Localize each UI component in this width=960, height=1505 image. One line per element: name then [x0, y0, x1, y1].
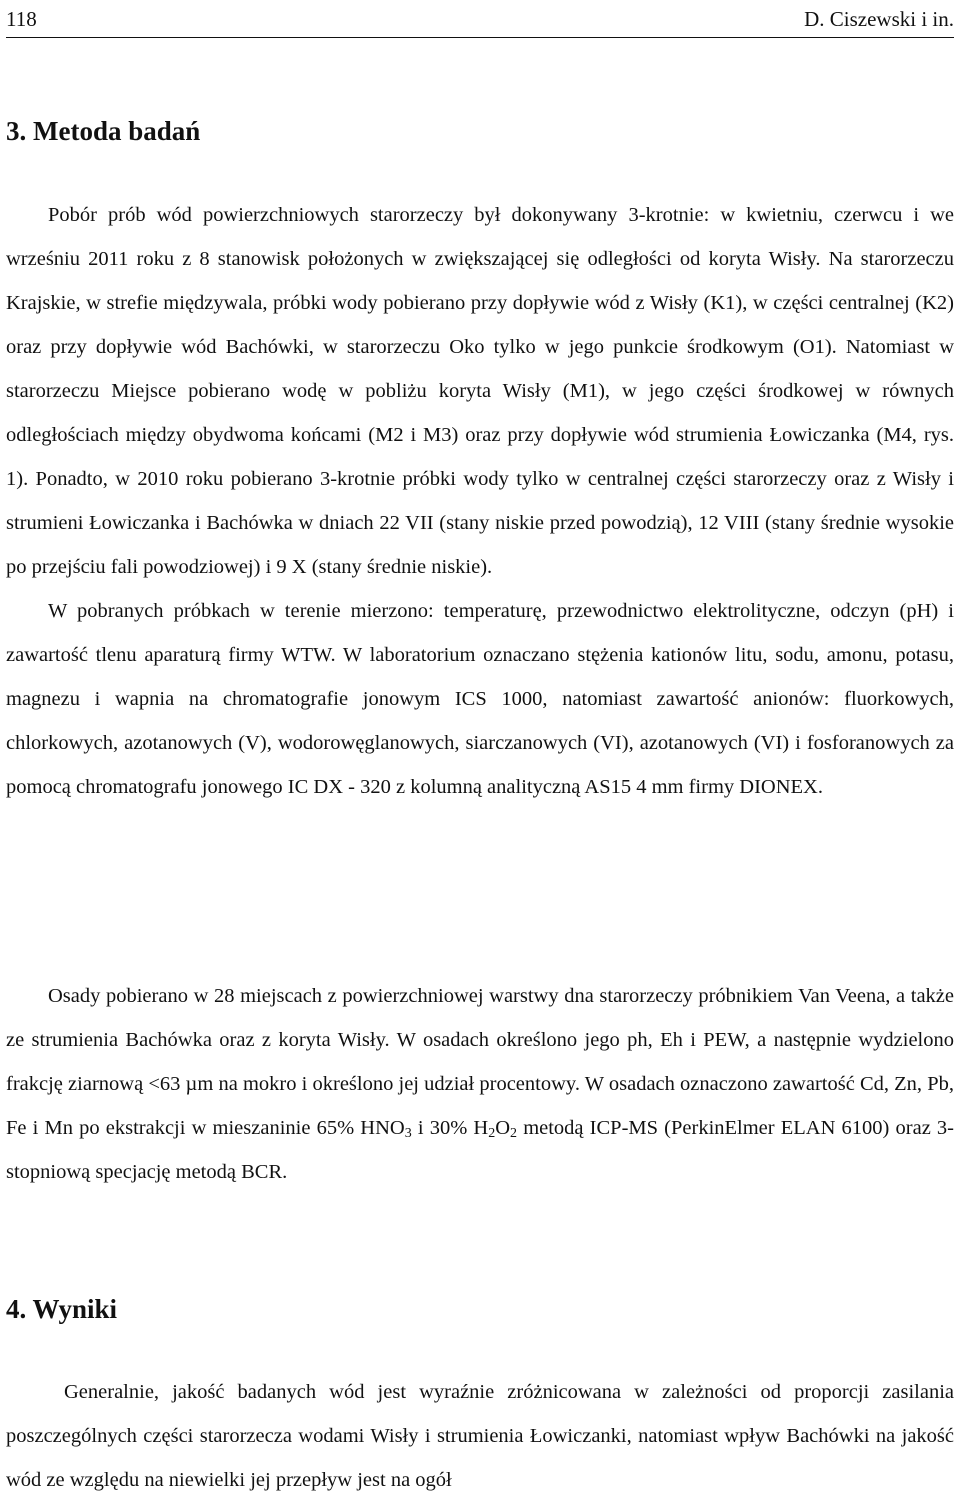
paragraph-sediments: [6, 974, 954, 1194]
sediment-text-1: Osady pobierano w 28 miejscach z powierzchniowej warstwy dna starorzeczy próbnikiem Van Veena, a także ze strumienia Bachówka oraz z koryta Wisły. W osadach określono jego ph, Eh i PEW, a następnie wydzielono frakcję ziarnową <63 µm na mokro i określono jej udział procentowy. W osadach oznaczono zawartość Cd, Zn, Pb, Fe i Mn po ekstrakcji w mieszaninie 65% HNO: [6, 985, 954, 1139]
subscript-2a: 2: [488, 1126, 496, 1141]
subscript-2b: 2: [510, 1126, 518, 1141]
header-rule: [6, 37, 954, 38]
paragraph-results: Generalnie, jakość badanych wód jest wyraźnie zróżnicowana w zależności od proporcji zasilania poszczególnych części starorzecza wodami Wisły i strumienia Łowiczanki, natomiast wpływ Bachówki na jakość wód ze względu na niewielki jej przepływ jest na ogół: [6, 1381, 954, 1491]
section-heading-methods: 3. Metoda badań: [6, 116, 201, 146]
sediment-text-3: O: [495, 1117, 511, 1139]
section-heading-results: 4. Wyniki: [6, 1294, 118, 1324]
sediment-text-2: i 30% H: [411, 1117, 489, 1139]
methods-body: [6, 193, 954, 809]
sediment-body: [6, 974, 954, 1194]
results-body: [6, 1370, 954, 1502]
sediment-text-4: metodą ICP-MS (PerkinElmer ELAN 6100) oraz 3-stopniową specjację metodą BCR.: [6, 1117, 955, 1183]
paragraph-sampling: Pobór prób wód powierzchniowych starorzeczy był dokonywany 3-krotnie: w kwietniu, czerwcu i we wrześniu 2011 roku z 8 stanowisk położonych w zwiększającej się odległości od koryta Wisły. Na starorzeczu Krajskie, w strefie międzywala, próbki wody pobierano przy dopływie wód z Wisły (K1), w części centralnej (K2) oraz przy dopływie wód Bachówki, w starorzeczu Oko tylko w jego punkcie środkowym (O1). Natomiast w starorzeczu Miejsce pobierano wodę w pobliżu koryta Wisły (M1), w jego części środkowej w równych odległościach między obydwoma końcami (M2 i M3) oraz przy dopływie wód strumienia Łowiczanka (M4, rys. 1). Ponadto, w 2010 roku pobierano 3-krotnie próbki wody tylko w centralnej części starorzeczy oraz z Wisły i strumieni Łowiczanka i Bachówka w dniach 22 VII (stany niskie przed powodzią), 12 VIII (stany średnie wysokie po przejściu fali powodziowej) i 9 X (stany średnie niskie).: [6, 204, 954, 578]
paragraph-measurements: W pobranych próbkach w terenie mierzono: temperaturę, przewodnictwo elektrolityczne, odczyn (pH) i zawartość tlenu aparaturą firmy WTW. W laboratorium oznaczano stężenia kationów litu, sodu, amonu, potasu, magnezu i wapnia na chromatografie jonowym ICS 1000, natomiast zawartość anionów: fluorkowych, chlorkowych, azotanowych (V), wodorowęglanowych, siarczanowych (VI), azotanowych (VI) i fosforanowych za pomocą chromatografu jonowego IC DX - 320 z kolumną analityczną AS15 4 mm firmy DIONEX.: [6, 600, 954, 798]
page-number: 118: [6, 7, 37, 31]
running-title: D. Ciszewski i in.: [804, 7, 954, 31]
page-header: [6, 2, 954, 36]
subscript-3: 3: [404, 1126, 412, 1141]
